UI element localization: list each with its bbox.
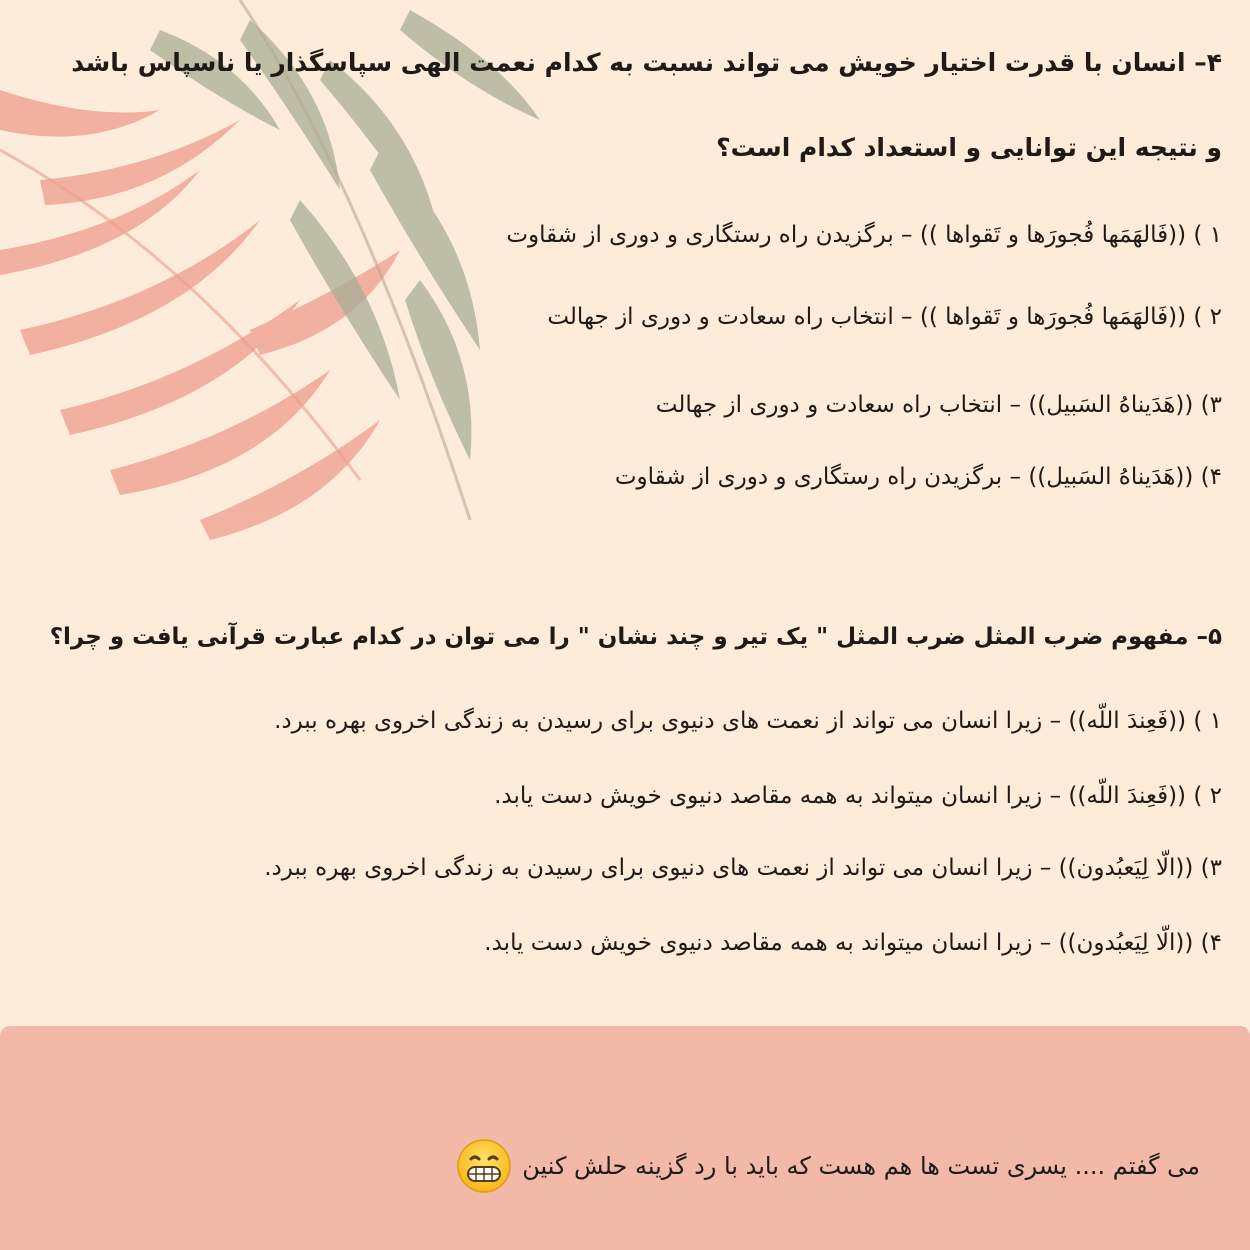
footer-note-panel bbox=[0, 1026, 1250, 1250]
question-5-option-1: ۱ ) ((فَعِندَ اللّه)) – زیرا انسان می تواند از نعمت های دنیوی برای رسیدن به زندگی اخروی بهره ببرد. bbox=[274, 708, 1222, 734]
question-4-option-2: ۲ ) ((فَالهَمَها فُجورَها و تَقواها )) – انتخاب راه سعادت و دوری از جهالت bbox=[547, 304, 1222, 330]
question-4-option-1: ۱ ) ((فَالهَمَها فُجورَها و تَقواها )) – برگزیدن راه رستگاری و دوری از شقاوت bbox=[506, 222, 1222, 248]
question-4-line-1: ۴– انسان با قدرت اختیار خویش می تواند نسبت به کدام نعمت الهی سپاسگذار یا ناسپاس باشد bbox=[71, 48, 1222, 77]
question-5-option-2: ۲ ) ((فَعِندَ اللّه)) – زیرا انسان میتواند به همه مقاصد دنیوی خویش دست یابد. bbox=[494, 783, 1222, 809]
grimacing-face-icon bbox=[456, 1138, 512, 1194]
question-4-option-3: ۳) ((هَدَیناهُ السَبیل)) – انتخاب راه سعادت و دوری از جهالت bbox=[655, 392, 1222, 418]
question-5-title: ۵– مفهوم ضرب المثل ضرب المثل " یک تیر و چند نشان " را می توان در کدام عبارت قرآنی یافت و چرا؟ bbox=[49, 624, 1222, 650]
question-4-line-2: و نتیجه این توانایی و استعداد کدام است؟ bbox=[716, 133, 1222, 162]
question-5-option-3: ۳) ((الّا لِیَعبُدون)) – زیرا انسان می تواند از نعمت های دنیوی برای رسیدن به زندگی اخروی بهره ببرد. bbox=[264, 855, 1222, 881]
footer-note-text: می گفتم .... یسری تست ها هم هست که باید با رد گزینه حلش کنین bbox=[522, 1152, 1200, 1180]
question-4-option-4: ۴) ((هَدَیناهُ السَبیل)) – برگزیدن راه رستگاری و دوری از شقاوت bbox=[614, 464, 1222, 490]
footer-note bbox=[456, 1138, 1200, 1194]
question-5-option-4: ۴) ((الّا لِیَعبُدون)) – زیرا انسان میتواند به همه مقاصد دنیوی خویش دست یابد. bbox=[484, 930, 1222, 956]
